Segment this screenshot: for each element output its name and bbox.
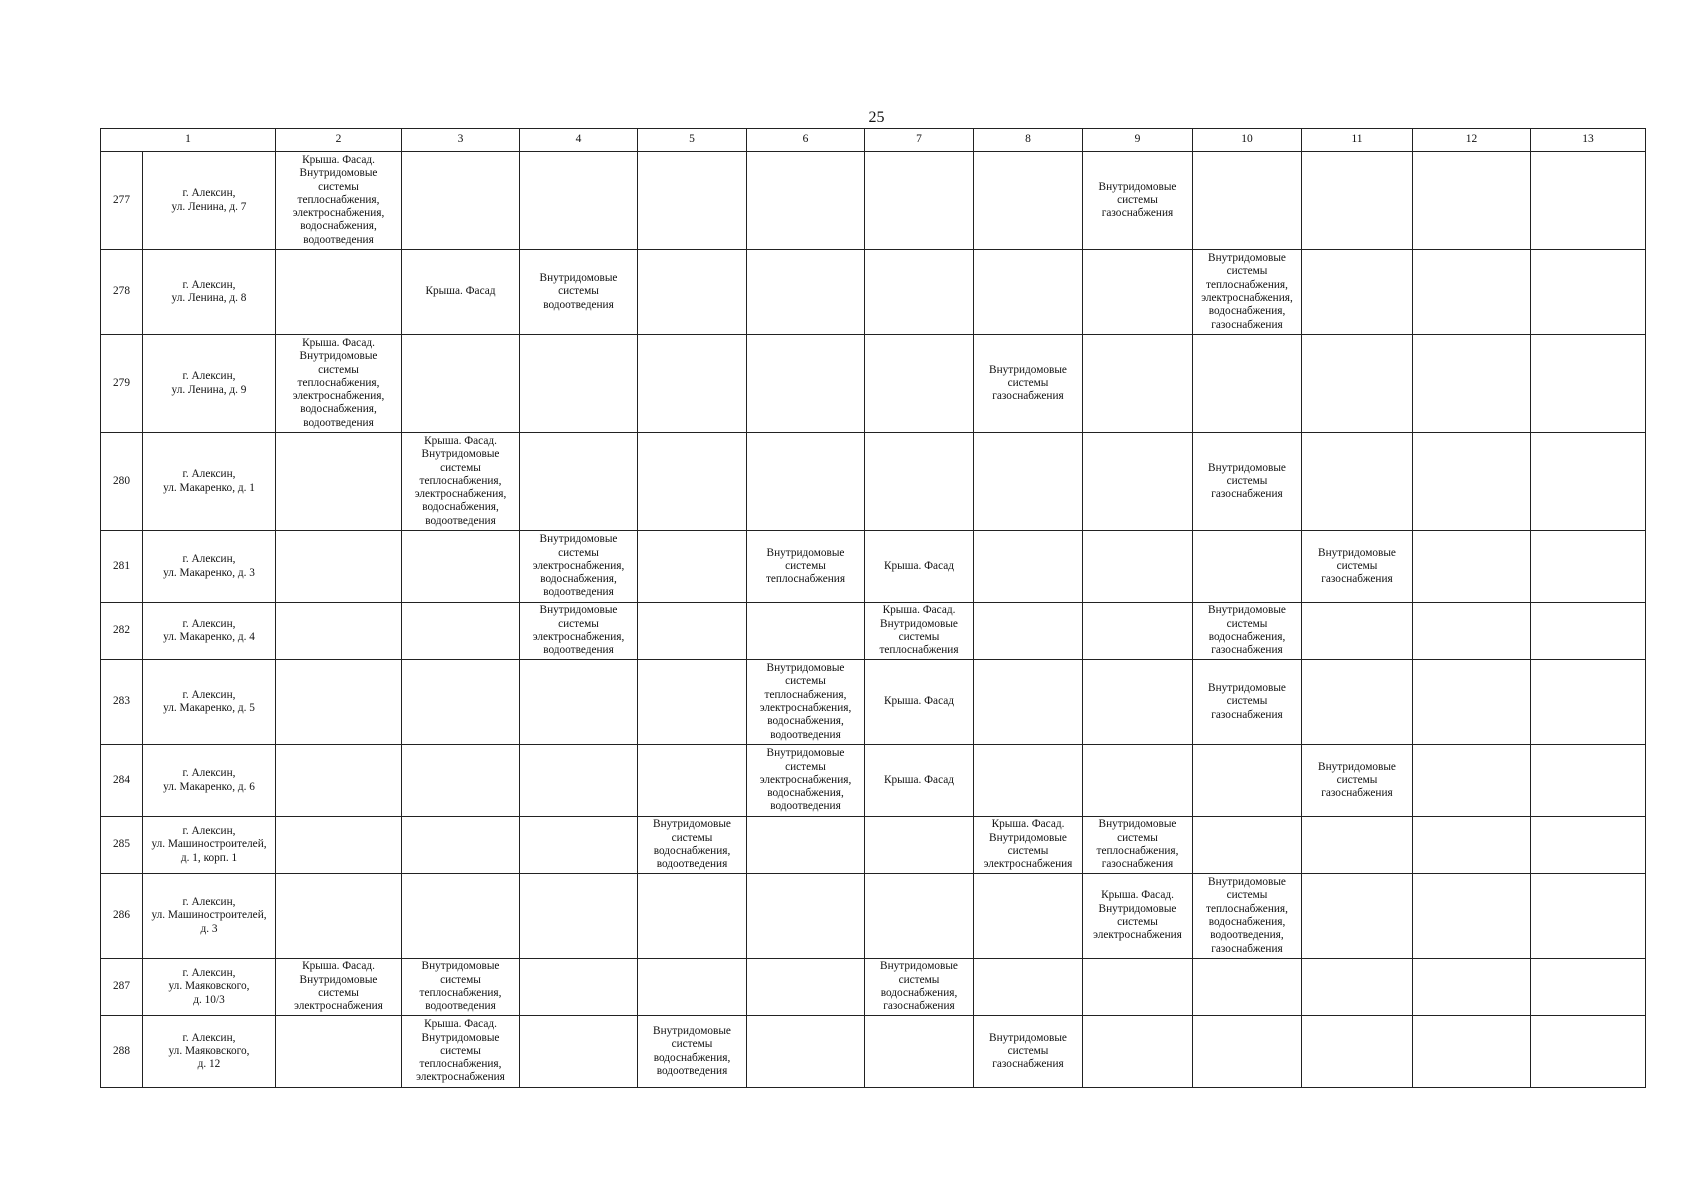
column-header-11: 11 <box>1302 129 1413 152</box>
work-cell-col-3: Крыша. Фасад. Внутридомовые системы теплоснабжения, электроснабжения, водоснабжения, водоотведения <box>402 433 520 531</box>
table-row <box>101 874 1646 959</box>
table-row <box>101 433 1646 531</box>
work-cell-col-12 <box>1413 874 1531 959</box>
work-cell-col-9 <box>1083 335 1193 433</box>
work-cell-col-11 <box>1302 817 1413 874</box>
work-cell-col-6: Внутридомовые системы теплоснабжения <box>747 531 865 603</box>
work-cell-col-6 <box>747 603 865 660</box>
address-cell: г. Алексин, ул. Ленина, д. 9 <box>143 335 276 433</box>
work-cell-col-12 <box>1413 335 1531 433</box>
work-cell-col-5 <box>638 152 747 250</box>
work-cell-col-12 <box>1413 1016 1531 1088</box>
column-header-8: 8 <box>974 129 1083 152</box>
address-cell: г. Алексин, ул. Ленина, д. 8 <box>143 250 276 335</box>
work-cell-col-3 <box>402 745 520 817</box>
work-cell-col-6 <box>747 874 865 959</box>
row-number: 282 <box>101 603 143 660</box>
work-cell-col-10 <box>1193 1016 1302 1088</box>
work-cell-col-2 <box>276 874 402 959</box>
work-cell-col-11 <box>1302 959 1413 1016</box>
work-cell-col-8 <box>974 152 1083 250</box>
work-cell-col-3 <box>402 335 520 433</box>
row-number: 277 <box>101 152 143 250</box>
work-cell-col-9: Крыша. Фасад. Внутридомовые системы электроснабжения <box>1083 874 1193 959</box>
work-cell-col-8: Внутридомовые системы газоснабжения <box>974 335 1083 433</box>
work-cell-col-2 <box>276 603 402 660</box>
work-cell-col-11 <box>1302 335 1413 433</box>
work-cell-col-3 <box>402 152 520 250</box>
row-number: 284 <box>101 745 143 817</box>
address-cell: г. Алексин, ул. Маяковского, д. 10/3 <box>143 959 276 1016</box>
work-cell-col-13 <box>1531 531 1646 603</box>
work-cell-col-13 <box>1531 745 1646 817</box>
work-cell-col-2 <box>276 433 402 531</box>
work-cell-col-11 <box>1302 152 1413 250</box>
work-cell-col-10 <box>1193 531 1302 603</box>
work-cell-col-6: Внутридомовые системы электроснабжения, водоснабжения, водоотведения <box>747 745 865 817</box>
row-number: 283 <box>101 660 143 745</box>
row-number: 281 <box>101 531 143 603</box>
work-cell-col-2 <box>276 1016 402 1088</box>
work-cell-col-8 <box>974 433 1083 531</box>
address-cell: г. Алексин, ул. Машиностроителей, д. 3 <box>143 874 276 959</box>
work-cell-col-7 <box>865 335 974 433</box>
work-cell-col-13 <box>1531 152 1646 250</box>
work-cell-col-7: Крыша. Фасад <box>865 531 974 603</box>
work-cell-col-13 <box>1531 660 1646 745</box>
work-cell-col-10 <box>1193 745 1302 817</box>
work-cell-col-8: Внутридомовые системы газоснабжения <box>974 1016 1083 1088</box>
work-cell-col-13 <box>1531 250 1646 335</box>
work-cell-col-9: Внутридомовые системы газоснабжения <box>1083 152 1193 250</box>
column-header-3: 3 <box>402 129 520 152</box>
column-number-row <box>101 129 1646 152</box>
work-cell-col-10: Внутридомовые системы газоснабжения <box>1193 660 1302 745</box>
work-cell-col-3: Крыша. Фасад. Внутридомовые системы теплоснабжения, электроснабжения <box>402 1016 520 1088</box>
work-cell-col-9 <box>1083 745 1193 817</box>
work-cell-col-6 <box>747 433 865 531</box>
work-cell-col-3 <box>402 531 520 603</box>
table-row <box>101 152 1646 250</box>
work-cell-col-11 <box>1302 660 1413 745</box>
address-cell: г. Алексин, ул. Макаренко, д. 3 <box>143 531 276 603</box>
address-cell: г. Алексин, ул. Макаренко, д. 1 <box>143 433 276 531</box>
work-cell-col-8 <box>974 745 1083 817</box>
work-cell-col-5 <box>638 531 747 603</box>
work-cell-col-5: Внутридомовые системы водоснабжения, водоотведения <box>638 1016 747 1088</box>
work-cell-col-11: Внутридомовые системы газоснабжения <box>1302 531 1413 603</box>
work-cell-col-9 <box>1083 433 1193 531</box>
column-header-7: 7 <box>865 129 974 152</box>
work-cell-col-8 <box>974 660 1083 745</box>
work-cell-col-12 <box>1413 745 1531 817</box>
work-cell-col-9: Внутридомовые системы теплоснабжения, газоснабжения <box>1083 817 1193 874</box>
row-number: 285 <box>101 817 143 874</box>
column-header-4: 4 <box>520 129 638 152</box>
work-cell-col-4: Внутридомовые системы водоотведения <box>520 250 638 335</box>
work-cell-col-12 <box>1413 660 1531 745</box>
work-cell-col-2: Крыша. Фасад. Внутридомовые системы теплоснабжения, электроснабжения, водоснабжения, водоотведения <box>276 335 402 433</box>
address-cell: г. Алексин, ул. Машиностроителей, д. 1, корп. 1 <box>143 817 276 874</box>
work-cell-col-13 <box>1531 874 1646 959</box>
work-cell-col-11 <box>1302 1016 1413 1088</box>
work-cell-col-9 <box>1083 1016 1193 1088</box>
work-cell-col-10 <box>1193 817 1302 874</box>
address-cell: г. Алексин, ул. Ленина, д. 7 <box>143 152 276 250</box>
work-cell-col-12 <box>1413 433 1531 531</box>
work-cell-col-12 <box>1413 531 1531 603</box>
work-cell-col-3: Крыша. Фасад <box>402 250 520 335</box>
work-cell-col-7: Крыша. Фасад <box>865 745 974 817</box>
work-cell-col-6 <box>747 250 865 335</box>
work-cell-col-10 <box>1193 959 1302 1016</box>
work-cell-col-9 <box>1083 660 1193 745</box>
address-cell: г. Алексин, ул. Макаренко, д. 5 <box>143 660 276 745</box>
work-cell-col-3 <box>402 874 520 959</box>
work-cell-col-11: Внутридомовые системы газоснабжения <box>1302 745 1413 817</box>
work-cell-col-4 <box>520 959 638 1016</box>
work-cell-col-10: Внутридомовые системы газоснабжения <box>1193 433 1302 531</box>
work-cell-col-3 <box>402 817 520 874</box>
work-cell-col-10: Внутридомовые системы теплоснабжения, электроснабжения, водоснабжения, газоснабжения <box>1193 250 1302 335</box>
table-row <box>101 531 1646 603</box>
table-row <box>101 959 1646 1016</box>
column-header-1: 1 <box>101 129 276 152</box>
work-cell-col-4 <box>520 817 638 874</box>
work-cell-col-4: Внутридомовые системы электроснабжения, водоснабжения, водоотведения <box>520 531 638 603</box>
work-cell-col-7: Крыша. Фасад <box>865 660 974 745</box>
work-cell-col-5 <box>638 959 747 1016</box>
work-cell-col-10 <box>1193 335 1302 433</box>
table-row <box>101 335 1646 433</box>
work-cell-col-5 <box>638 603 747 660</box>
column-header-6: 6 <box>747 129 865 152</box>
work-cell-col-5 <box>638 335 747 433</box>
work-cell-col-2 <box>276 250 402 335</box>
work-cell-col-4 <box>520 433 638 531</box>
work-cell-col-4 <box>520 335 638 433</box>
work-cell-col-9 <box>1083 959 1193 1016</box>
work-cell-col-11 <box>1302 603 1413 660</box>
row-number: 287 <box>101 959 143 1016</box>
work-cell-col-4 <box>520 152 638 250</box>
work-cell-col-7: Крыша. Фасад. Внутридомовые системы теплоснабжения <box>865 603 974 660</box>
work-cell-col-2 <box>276 531 402 603</box>
work-cell-col-7: Внутридомовые системы водоснабжения, газоснабжения <box>865 959 974 1016</box>
table-row <box>101 745 1646 817</box>
work-cell-col-2 <box>276 660 402 745</box>
work-cell-col-6: Внутридомовые системы теплоснабжения, электроснабжения, водоснабжения, водоотведения <box>747 660 865 745</box>
work-cell-col-11 <box>1302 433 1413 531</box>
work-cell-col-10: Внутридомовые системы теплоснабжения, водоснабжения, водоотведения, газоснабжения <box>1193 874 1302 959</box>
work-cell-col-5 <box>638 433 747 531</box>
column-header-13: 13 <box>1531 129 1646 152</box>
address-cell: г. Алексин, ул. Макаренко, д. 6 <box>143 745 276 817</box>
work-cell-col-8 <box>974 250 1083 335</box>
work-cell-col-11 <box>1302 250 1413 335</box>
row-number: 280 <box>101 433 143 531</box>
work-cell-col-2 <box>276 745 402 817</box>
table-row <box>101 1016 1646 1088</box>
column-header-2: 2 <box>276 129 402 152</box>
column-header-12: 12 <box>1413 129 1531 152</box>
work-cell-col-3 <box>402 660 520 745</box>
row-number: 278 <box>101 250 143 335</box>
work-cell-col-4 <box>520 874 638 959</box>
work-cell-col-4 <box>520 745 638 817</box>
work-cell-col-5 <box>638 660 747 745</box>
table-row <box>101 603 1646 660</box>
work-cell-col-5 <box>638 250 747 335</box>
work-cell-col-4 <box>520 1016 638 1088</box>
page-number: 25 <box>868 109 885 126</box>
work-cell-col-13 <box>1531 335 1646 433</box>
work-cell-col-4 <box>520 660 638 745</box>
work-cell-col-3 <box>402 603 520 660</box>
work-cell-col-7 <box>865 433 974 531</box>
work-cell-col-7 <box>865 1016 974 1088</box>
work-cell-col-5: Внутридомовые системы водоснабжения, водоотведения <box>638 817 747 874</box>
row-number: 279 <box>101 335 143 433</box>
work-cell-col-7 <box>865 817 974 874</box>
work-cell-col-13 <box>1531 959 1646 1016</box>
work-cell-col-5 <box>638 745 747 817</box>
column-header-10: 10 <box>1193 129 1302 152</box>
work-cell-col-8: Крыша. Фасад. Внутридомовые системы электроснабжения <box>974 817 1083 874</box>
work-cell-col-7 <box>865 250 974 335</box>
work-cell-col-10 <box>1193 152 1302 250</box>
work-cell-col-11 <box>1302 874 1413 959</box>
work-cell-col-13 <box>1531 1016 1646 1088</box>
work-cell-col-9 <box>1083 250 1193 335</box>
work-cell-col-8 <box>974 959 1083 1016</box>
work-cell-col-9 <box>1083 531 1193 603</box>
row-number: 286 <box>101 874 143 959</box>
work-cell-col-5 <box>638 874 747 959</box>
work-cell-col-13 <box>1531 433 1646 531</box>
work-cell-col-7 <box>865 152 974 250</box>
work-cell-col-3: Внутридомовые системы теплоснабжения, водоотведения <box>402 959 520 1016</box>
table-row <box>101 817 1646 874</box>
table-row <box>101 250 1646 335</box>
work-cell-col-6 <box>747 1016 865 1088</box>
work-cell-col-8 <box>974 874 1083 959</box>
work-cell-col-10: Внутридомовые системы водоснабжения, газоснабжения <box>1193 603 1302 660</box>
work-cell-col-2: Крыша. Фасад. Внутридомовые системы теплоснабжения, электроснабжения, водоснабжения, водоотведения <box>276 152 402 250</box>
work-cell-col-8 <box>974 603 1083 660</box>
work-cell-col-8 <box>974 531 1083 603</box>
address-cell: г. Алексин, ул. Макаренко, д. 4 <box>143 603 276 660</box>
work-cell-col-12 <box>1413 250 1531 335</box>
address-cell: г. Алексин, ул. Маяковского, д. 12 <box>143 1016 276 1088</box>
work-cell-col-6 <box>747 959 865 1016</box>
work-cell-col-12 <box>1413 603 1531 660</box>
work-cell-col-12 <box>1413 817 1531 874</box>
work-cell-col-2: Крыша. Фасад. Внутридомовые системы электроснабжения <box>276 959 402 1016</box>
work-cell-col-2 <box>276 817 402 874</box>
work-cell-col-12 <box>1413 152 1531 250</box>
column-header-5: 5 <box>638 129 747 152</box>
work-cell-col-6 <box>747 817 865 874</box>
work-cell-col-13 <box>1531 817 1646 874</box>
table-row <box>101 660 1646 745</box>
work-cell-col-4: Внутридомовые системы электроснабжения, водоотведения <box>520 603 638 660</box>
work-cell-col-6 <box>747 152 865 250</box>
row-number: 288 <box>101 1016 143 1088</box>
work-cell-col-9 <box>1083 603 1193 660</box>
work-cell-col-6 <box>747 335 865 433</box>
repair-schedule-table <box>100 128 1646 1088</box>
column-header-9: 9 <box>1083 129 1193 152</box>
work-cell-col-12 <box>1413 959 1531 1016</box>
work-cell-col-7 <box>865 874 974 959</box>
work-cell-col-13 <box>1531 603 1646 660</box>
